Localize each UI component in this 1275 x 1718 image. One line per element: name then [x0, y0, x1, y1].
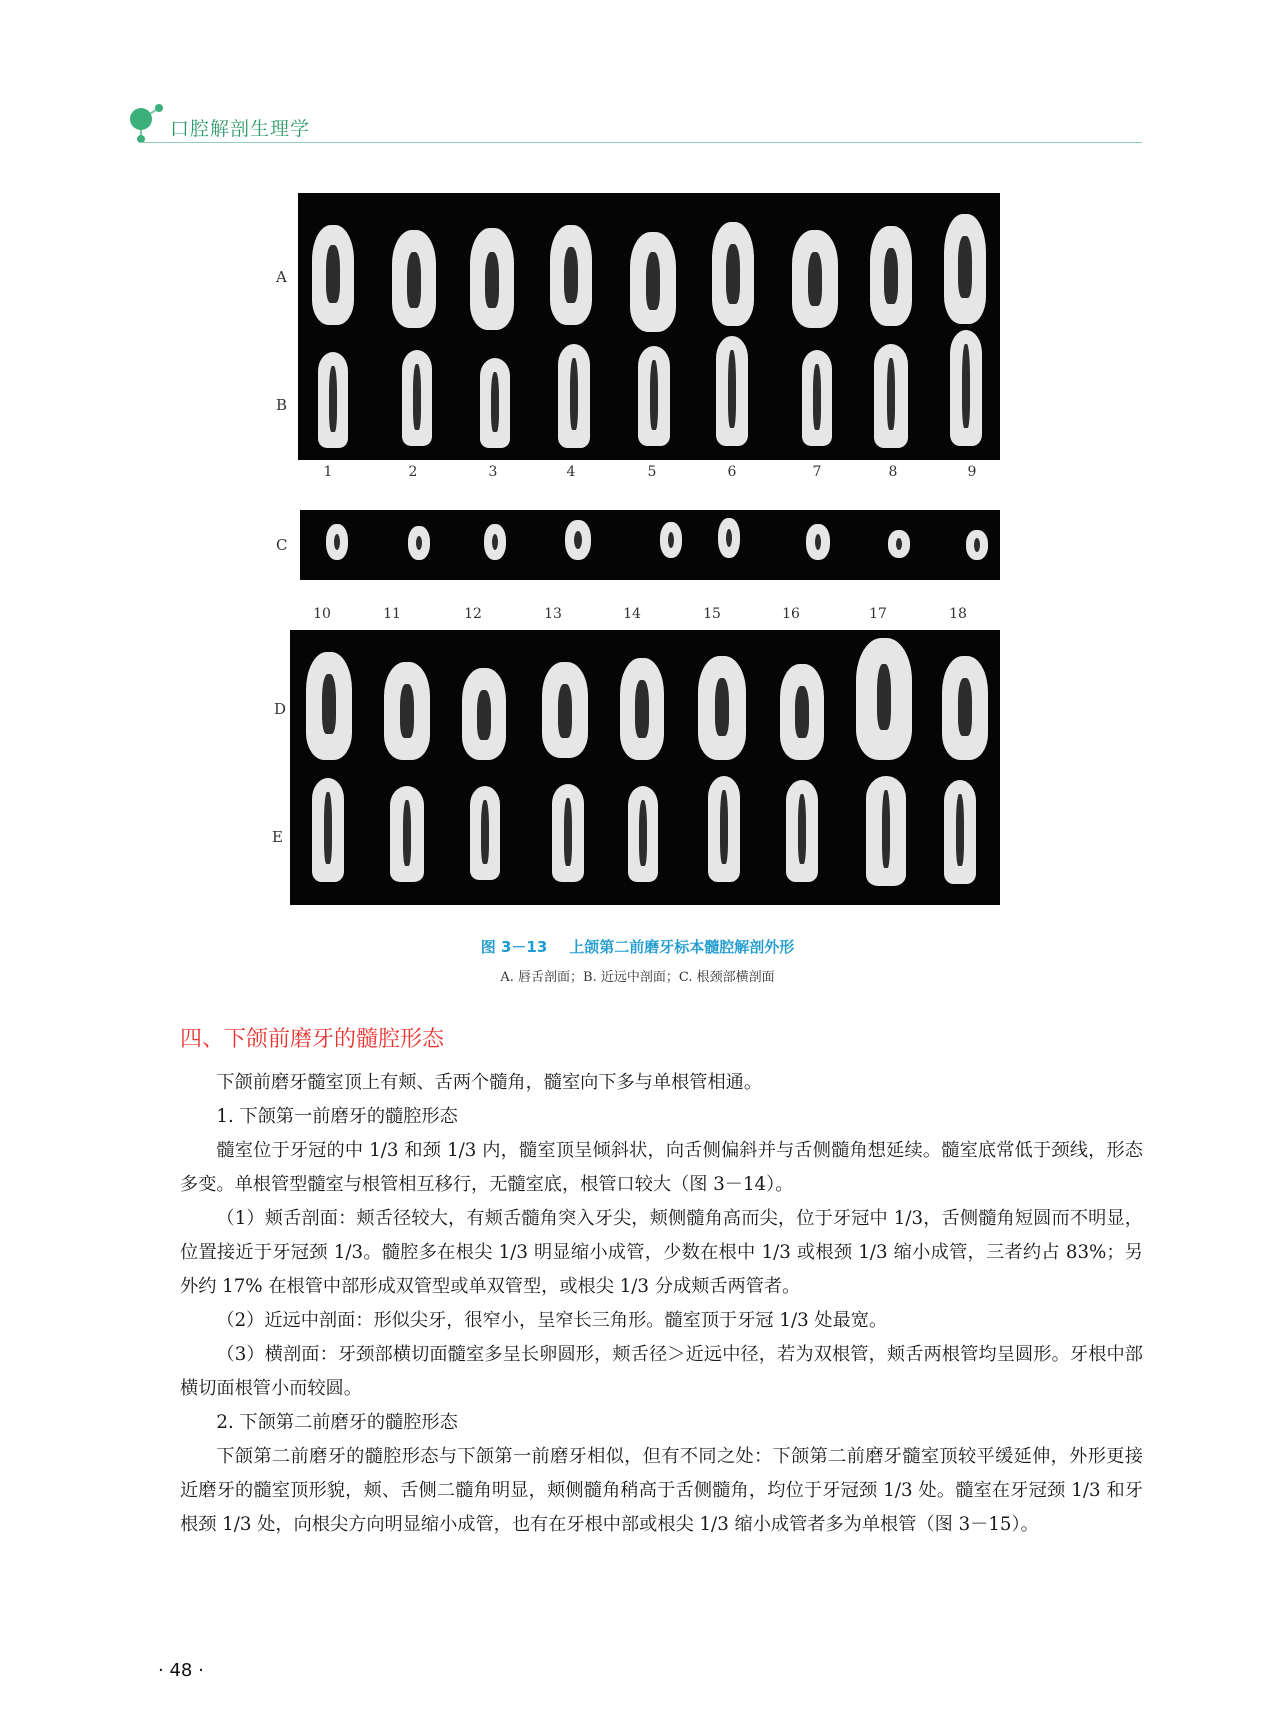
specimen-e3: [470, 786, 500, 880]
figure-subcaption: A. 唇舌剖面；B. 近远中剖面；C. 根颈部横剖面: [500, 970, 775, 985]
specimen-a8: [870, 226, 912, 326]
specimen-e5: [628, 786, 658, 882]
specimen-a3: [470, 228, 514, 330]
number-15: 15: [703, 606, 721, 622]
specimen-e7: [786, 780, 818, 882]
number-11: 11: [383, 606, 401, 622]
number-3: 3: [488, 464, 498, 480]
specimen-a4: [550, 225, 592, 325]
paragraph-mesiodistal: （2）近远中剖面：形似尖牙，很窄小，呈窄长三角形。髓室顶于牙冠 1/3 处最宽。: [216, 1310, 888, 1331]
specimen-d7: [780, 664, 824, 760]
specimen-b4: [558, 344, 590, 448]
number-7: 7: [812, 464, 822, 480]
specimen-c8: [888, 530, 910, 558]
specimen-b1: [318, 352, 348, 448]
number-5: 5: [647, 464, 657, 480]
specimen-c4: [565, 520, 591, 560]
specimen-e6: [708, 776, 740, 882]
specimen-c5: [660, 522, 682, 558]
specimen-c3: [484, 524, 506, 560]
number-17: 17: [869, 606, 887, 622]
specimen-a9: [944, 214, 986, 324]
row-label-d: D: [274, 700, 287, 718]
specimen-b8: [874, 344, 908, 448]
specimen-c2: [408, 526, 430, 560]
row-label-a: A: [276, 268, 287, 286]
specimen-c7: [806, 524, 830, 560]
figure-caption-number: 图 3－13: [480, 938, 548, 956]
number-16: 16: [782, 606, 800, 622]
specimen-d2: [384, 662, 430, 760]
number-8: 8: [888, 464, 898, 480]
row-label-b: B: [276, 396, 288, 414]
number-2: 2: [408, 464, 418, 480]
specimen-c6: [718, 518, 740, 558]
figure-caption: [0, 936, 1275, 957]
specimen-b7: [802, 350, 832, 446]
section-heading: 四、下颌前磨牙的髓腔形态: [180, 1027, 445, 1052]
specimen-e9: [944, 780, 976, 884]
specimen-e2: [390, 786, 424, 882]
specimen-d1: [306, 652, 352, 760]
specimen-e4: [552, 784, 584, 882]
specimen-a6: [712, 222, 754, 326]
specimen-d9: [942, 656, 988, 760]
specimen-d3: [462, 668, 506, 760]
number-4: 4: [566, 464, 576, 480]
specimen-e8: [866, 776, 906, 886]
number-10: 10: [313, 606, 331, 622]
number-12: 12: [464, 606, 482, 622]
subheading-second-premolar: 2. 下颌第二前磨牙的髓腔形态: [216, 1412, 458, 1433]
paragraph-first-premolar: 髓室位于牙冠的中 1/3 和颈 1/3 内，髓室顶呈倾斜状，向舌侧偏斜并与舌侧髓角想延续。髓室底常低于颈线，形态多变。单根管型髓室与根管相互移行，无髓室底，根管口较大（图 3－14）。: [180, 1140, 1143, 1195]
specimen-d5: [620, 658, 664, 760]
specimen-b2: [402, 350, 432, 446]
number-1: 1: [323, 464, 333, 480]
specimen-b5: [638, 346, 670, 446]
specimen-e1: [312, 778, 344, 882]
paragraph-second-premolar: 下颌第二前磨牙的髓腔形态与下颌第一前磨牙相似，但有不同之处：下颌第二前磨牙髓室顶较平缓延伸，外形更接近磨牙的髓室顶形貌，颊、舌侧二髓角明显，颊侧髓角稍高于舌侧髓角，均位于牙冠颈 1/3 处。髓室在牙冠颈 1/3 和牙根颈 1/3 处，向根尖方向明显缩小成管，也有在牙根中部或根尖 1/3 缩小成管者多为单根管（图 3－15）。: [180, 1446, 1143, 1535]
header-divider: [140, 142, 1142, 143]
row-label-c: C: [276, 536, 288, 554]
specimen-a2: [392, 230, 436, 328]
row-label-e: E: [272, 828, 283, 846]
specimen-d8: [856, 638, 912, 760]
number-18: 18: [949, 606, 967, 622]
specimen-c9: [966, 530, 988, 560]
specimen-b6: [716, 336, 748, 446]
subheading-first-premolar: 1. 下颌第一前磨牙的髓腔形态: [216, 1106, 458, 1127]
book-title: 口腔解剖生理学: [170, 118, 311, 140]
page-number: · 48 ·: [158, 1660, 204, 1681]
paragraph-intro: 下颌前磨牙髓室顶上有颊、舌两个髓角，髓室向下多与单根管相通。: [216, 1072, 763, 1093]
specimen-a5: [630, 232, 676, 332]
specimen-d6: [698, 656, 746, 760]
specimen-a7: [792, 230, 838, 328]
paragraph-buccolingual: （1）颊舌剖面：颊舌径较大，有颊舌髓角突入牙尖，颊侧髓角高而尖，位于牙冠中 1/3，舌侧髓角短圆而不明显，位置接近于牙冠颈 1/3。髓腔多在根尖 1/3 明显缩小成管，少数在根中 1/3 或根颈 1/3 缩小成管，三者约占 83%；另外约 17% 在根管中部形成双管型或单双管型，或根尖 1/3 分成颊舌两管者。: [180, 1208, 1143, 1297]
specimen-a1: [312, 225, 354, 325]
header-logo-icon: [128, 100, 168, 144]
figure-caption-title: 上颌第二前磨牙标本髓腔解剖外形: [569, 938, 795, 956]
number-13: 13: [544, 606, 562, 622]
specimen-c1: [326, 524, 348, 560]
number-9: 9: [967, 464, 977, 480]
specimen-b3: [480, 358, 510, 448]
paragraph-cross-section: （3）横剖面：牙颈部横切面髓室多呈长卵圆形，颊舌径＞近远中径，若为双根管，颊舌两根管均呈圆形。牙根中部横切面根管小而较圆。: [180, 1344, 1143, 1399]
number-14: 14: [623, 606, 641, 622]
specimen-d4: [542, 662, 588, 758]
number-6: 6: [727, 464, 737, 480]
specimen-b9: [950, 330, 982, 446]
